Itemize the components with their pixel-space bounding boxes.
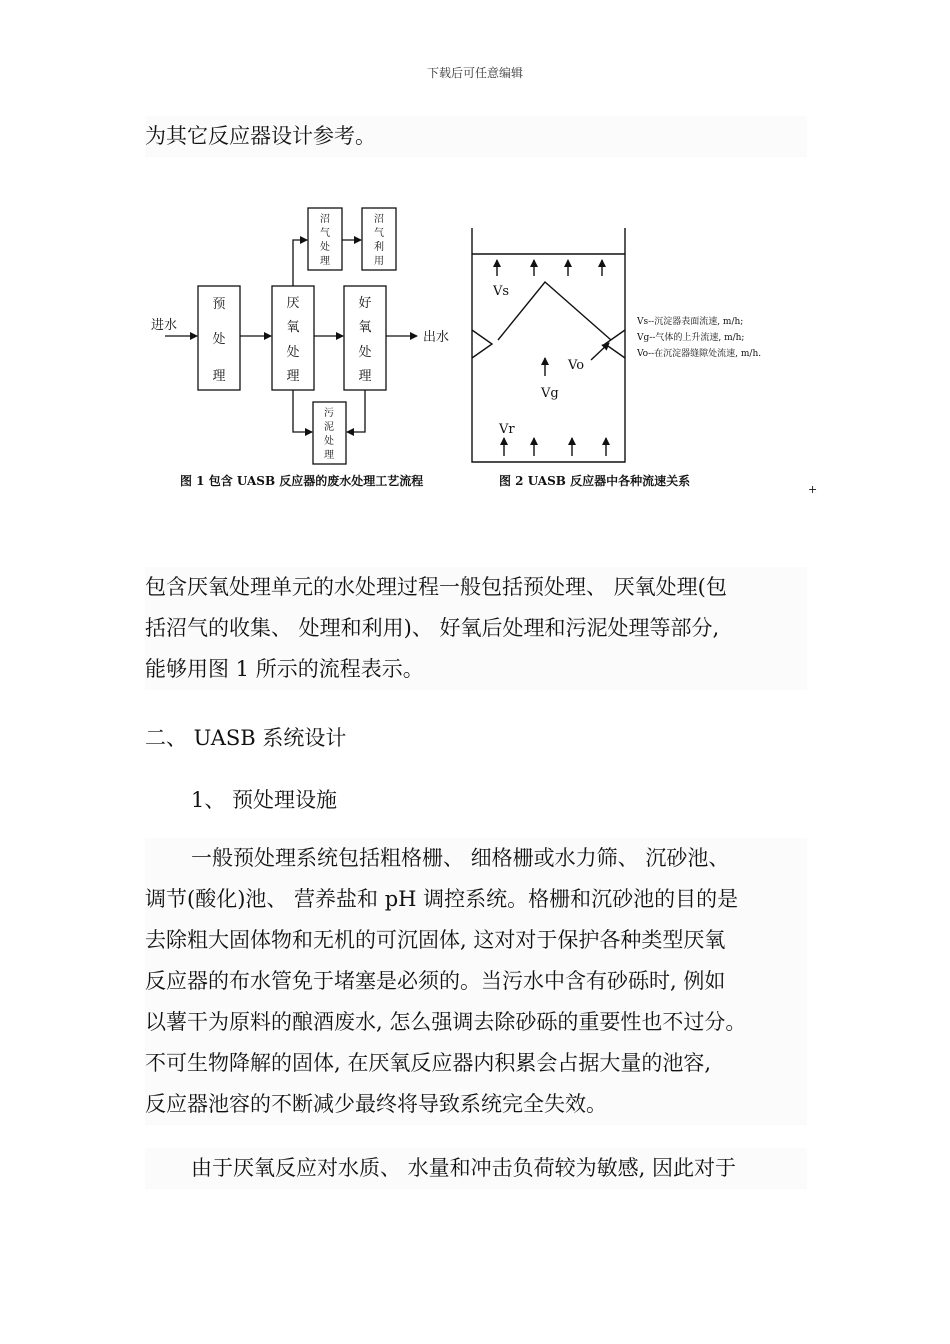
sludge-treat-char: 污	[324, 408, 334, 419]
anaerobic-char: 处	[286, 345, 300, 360]
vo-arrow	[591, 343, 609, 360]
paragraph-line: 反应器池容的不断减少最终将导致系统完全失效。	[145, 1092, 607, 1116]
pretreat-char: 理	[212, 369, 226, 384]
anaerobic-to-sludge-arrow	[293, 390, 312, 432]
pretreat-char: 预	[212, 297, 226, 312]
figure2-labels	[492, 284, 817, 496]
intro-paragraph	[145, 116, 807, 157]
vs-label: Vs	[493, 284, 510, 299]
aerobic-to-sludge-arrow	[347, 390, 365, 432]
header-note: 下载后可任意编辑	[426, 66, 523, 80]
paragraph-3	[145, 1148, 807, 1189]
biogas-use-char: 沼	[374, 214, 384, 225]
aerobic-char: 处	[358, 345, 372, 360]
paragraph-line: 调节(酸化)池、 营养盐和 pH 调控系统。格栅和沉砂池的目的是	[145, 887, 739, 911]
paragraph-line: 包含厌氧处理单元的水处理过程一般包括预处理、 厌氧处理(包	[145, 575, 727, 599]
pretreat-char: 处	[212, 332, 226, 347]
paragraph-mark: +	[808, 483, 818, 496]
subsection-heading: 1、 预处理设施	[191, 788, 338, 812]
legend-line: Vg--气体的上升流速, m/h;	[637, 333, 745, 343]
aerobic-char: 氧	[358, 320, 372, 335]
figure1-labels	[151, 213, 449, 488]
paragraph-line: 能够用图 1 所示的流程表示。	[145, 657, 424, 681]
paragraph-line: 不可生物降解的固体, 在厌氧反应器内积累会占据大量的池容,	[145, 1051, 712, 1075]
sludge-treat-char: 处	[324, 436, 334, 447]
paragraph-1	[145, 567, 807, 690]
biogas-use-char: 气	[374, 228, 384, 239]
aerobic-char: 理	[358, 369, 372, 384]
biogas-treat-char: 气	[320, 228, 330, 239]
paragraph-line: 反应器的布水管免于堵塞是必须的。当污水中含有砂砾时, 例如	[145, 969, 726, 993]
figure-area	[145, 190, 825, 510]
paragraph-line: 括沼气的收集、 处理和利用)、 好氧后处理和污泥处理等部分,	[145, 616, 720, 640]
left-baffle	[472, 330, 492, 358]
biogas-use-char: 用	[374, 256, 384, 267]
biogas-use-char: 利	[374, 242, 384, 253]
paragraph-line: 以薯干为原料的酿酒废水, 怎么强调去除砂砾的重要性也不过分。	[145, 1010, 747, 1034]
anaerobic-char: 氧	[286, 320, 300, 335]
vr-label: Vr	[499, 422, 515, 437]
separator-hood	[498, 282, 611, 340]
anaerobic-char: 理	[286, 369, 300, 384]
legend-line: Vs--沉淀器表面流速, m/h;	[637, 317, 744, 327]
sludge-treat-char: 泥	[324, 422, 334, 433]
biogas-treat-char: 沼	[320, 214, 330, 225]
biogas-treat-char: 理	[320, 256, 330, 267]
paragraph-2	[145, 838, 807, 1125]
vg-label: Vg	[541, 386, 559, 401]
section-heading: 二、 UASB 系统设计	[145, 726, 347, 750]
vo-label: Vo	[568, 358, 585, 373]
anaerobic-char: 厌	[286, 296, 300, 311]
figure2-reactor	[472, 228, 625, 462]
intro-line: 为其它反应器设计参考。	[145, 124, 376, 148]
paragraph-line: 由于厌氧反应对水质、 水量和冲击负荷较为敏感, 因此对于	[191, 1156, 737, 1180]
figures-svg	[145, 190, 825, 510]
anaerobic-to-biogas-arrow	[293, 240, 307, 286]
legend-line: Vo--在沉淀器缝隙处流速, m/h.	[637, 349, 762, 359]
paragraph-line: 一般预处理系统包括粗格栅、 细格栅或水力筛、 沉砂池、	[191, 846, 730, 870]
input-label: 进水	[151, 318, 178, 333]
figure1-caption: 图 1 包含 UASB 反应器的废水处理工艺流程	[180, 474, 424, 488]
aerobic-char: 好	[358, 296, 372, 311]
output-label: 出水	[423, 330, 450, 345]
sludge-treat-char: 理	[324, 450, 334, 461]
paragraph-line: 去除粗大固体物和无机的可沉固体, 这对对于保护各种类型厌氧	[145, 928, 726, 952]
biogas-treat-char: 处	[320, 242, 330, 253]
figure2-caption: 图 2 UASB 反应器中各种流速关系	[499, 474, 691, 488]
